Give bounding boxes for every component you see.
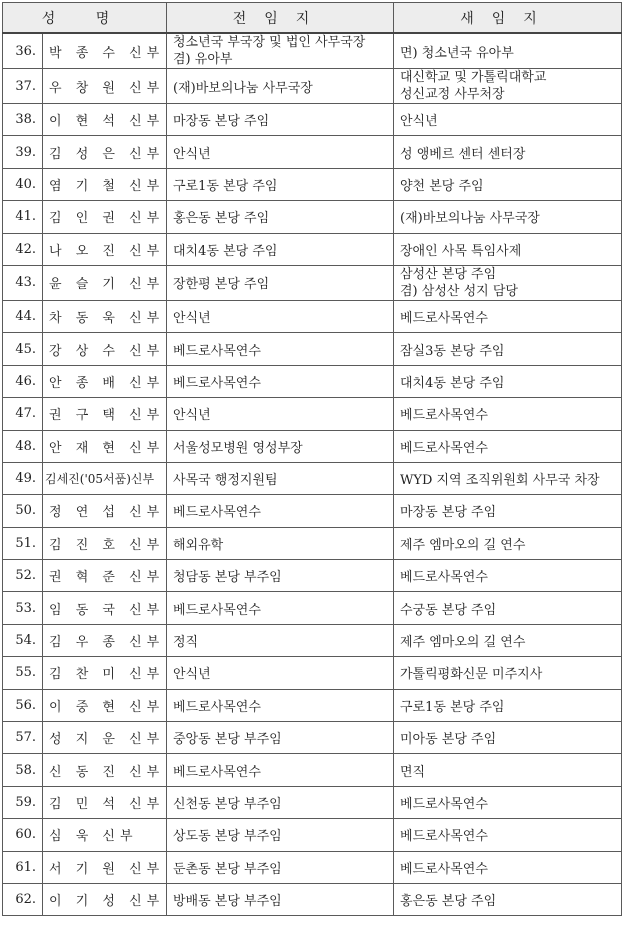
table-row: [3, 365, 622, 397]
previous-post: [167, 883, 394, 915]
row-number: 44.: [3, 300, 43, 332]
new-post-line: 베드로사목연수: [400, 797, 488, 812]
table-row: [3, 560, 622, 592]
new-post-line: 미아동 본당 주임: [400, 732, 497, 748]
previous-post-line: 신천동 본당 부주임: [173, 797, 282, 812]
row-number: 39.: [3, 136, 43, 168]
previous-post: [167, 462, 394, 494]
priest-name: 권 혁 준 신부: [43, 560, 167, 592]
new-post: [394, 300, 622, 332]
priest-name: 정 연 섭 신부: [43, 495, 167, 527]
priest-name: 우 창 원 신부: [43, 69, 167, 104]
priest-name: 윤 슬 기 신부: [43, 265, 167, 300]
priest-name: 이 중 현 신부: [43, 689, 167, 721]
row-number: 49.: [3, 462, 43, 494]
priest-name: 심 욱 신부: [43, 819, 167, 851]
priest-name: 안 종 배 신부: [43, 365, 167, 397]
previous-post: [167, 495, 394, 527]
previous-post: [167, 754, 394, 786]
row-number: 36.: [3, 33, 43, 69]
new-post-line: 베드로사목연수: [400, 829, 488, 845]
previous-post-line: 베드로사목연수: [173, 343, 261, 359]
previous-post-line: 베드로사목연수: [173, 375, 261, 391]
new-post: [394, 495, 622, 527]
table-row: [3, 333, 622, 365]
row-number: 59.: [3, 786, 43, 818]
priest-name: 안 재 현 신부: [43, 430, 167, 462]
previous-post-line: 청담동 본당 부주임: [173, 570, 282, 586]
table-row: [3, 592, 622, 624]
previous-post: [167, 722, 394, 754]
table-row: [3, 462, 622, 494]
row-number: 52.: [3, 560, 43, 592]
previous-post: [167, 136, 394, 168]
priest-name: 권 구 택 신부: [43, 398, 167, 430]
table-row: [3, 104, 622, 136]
table-row: [3, 300, 622, 332]
table-row: [3, 168, 622, 200]
new-post-line: 홍은동 본당 주임: [400, 894, 497, 910]
new-post-line: 베드로사목연수: [400, 861, 488, 877]
new-post: [394, 462, 622, 494]
new-post-line: 성신교정 사무처장: [400, 87, 505, 102]
new-post-line: 삼성산 본당 주임: [400, 266, 497, 282]
new-post-line: 성 앵베르 센터 센터장: [400, 146, 526, 162]
priest-name: 이 기 성 신부: [43, 883, 167, 915]
new-post: [394, 624, 622, 656]
row-number: 47.: [3, 398, 43, 430]
row-number: 61.: [3, 851, 43, 883]
table-row: [3, 689, 622, 721]
new-post-line: 잠실3동 본당 주임: [400, 343, 505, 359]
new-post: [394, 33, 622, 69]
row-number: 62.: [3, 883, 43, 915]
previous-post: [167, 657, 394, 689]
new-post: [394, 851, 622, 883]
table-row: [3, 883, 622, 915]
row-number: 43.: [3, 265, 43, 300]
new-post-line: WYD 지역 조직위원회 사무국 차장: [400, 473, 600, 489]
header-name: 성 명: [3, 3, 167, 34]
previous-post-line: 대치4동 본당 주임: [173, 243, 278, 259]
priest-name: 서 기 원 신부: [43, 851, 167, 883]
priest-name: 김 인 권 신부: [43, 201, 167, 233]
previous-post: [167, 333, 394, 365]
previous-post-line: 베드로사목연수: [173, 764, 261, 780]
priest-name: 임 동 국 신부: [43, 592, 167, 624]
table-row: [3, 233, 622, 265]
previous-post-line: 중앙동 본당 부주임: [173, 732, 282, 748]
table-row: [3, 786, 622, 818]
priest-name: 김 진 호 신부: [43, 527, 167, 559]
previous-post-line: 베드로사목연수: [173, 699, 261, 715]
new-post-line: 면) 청소년국 유아부: [400, 45, 514, 61]
previous-post-line: 해외유학: [173, 537, 224, 553]
previous-post-line: 안식년: [173, 311, 211, 327]
new-post: [394, 722, 622, 754]
header-row: [3, 3, 622, 34]
row-number: 38.: [3, 104, 43, 136]
priest-name: 김 찬 미 신부: [43, 657, 167, 689]
priest-name: 염 기 철 신부: [43, 168, 167, 200]
row-number: 41.: [3, 201, 43, 233]
priest-name: 이 현 석 신부: [43, 104, 167, 136]
row-number: 54.: [3, 624, 43, 656]
priest-name: 강 상 수 신부: [43, 333, 167, 365]
table-row: [3, 201, 622, 233]
previous-post: [167, 104, 394, 136]
new-post-line: 베드로사목연수: [400, 570, 488, 586]
header-previous: 전임지: [167, 3, 394, 34]
row-number: 57.: [3, 722, 43, 754]
row-number: 53.: [3, 592, 43, 624]
appointments-table: [2, 2, 622, 916]
previous-post: [167, 300, 394, 332]
table-row: [3, 69, 622, 104]
previous-post: [167, 851, 394, 883]
table-row: [3, 33, 622, 69]
previous-post: [167, 430, 394, 462]
row-number: 50.: [3, 495, 43, 527]
new-post-line: 베드로사목연수: [400, 408, 488, 424]
row-number: 51.: [3, 527, 43, 559]
row-number: 37.: [3, 69, 43, 104]
previous-post: [167, 592, 394, 624]
new-post: [394, 333, 622, 365]
new-post-line: 대치4동 본당 주임: [400, 375, 505, 391]
priest-name: 김 민 석 신부: [43, 786, 167, 818]
previous-post-line: 안식년: [173, 146, 211, 162]
new-post: [394, 786, 622, 818]
table-row: [3, 754, 622, 786]
previous-post: [167, 786, 394, 818]
priest-name: 김 우 종 신부: [43, 624, 167, 656]
previous-post-line: 마장동 본당 주임: [173, 114, 270, 130]
previous-post-line: 베드로사목연수: [173, 505, 261, 521]
new-post: [394, 365, 622, 397]
new-post: [394, 398, 622, 430]
table-row: [3, 398, 622, 430]
priest-name: 성 지 운 신부: [43, 722, 167, 754]
new-post: [394, 430, 622, 462]
new-post: [394, 689, 622, 721]
row-number: 42.: [3, 233, 43, 265]
header-new: 새임지: [394, 3, 622, 34]
previous-post: [167, 398, 394, 430]
previous-post: [167, 265, 394, 300]
row-number: 48.: [3, 430, 43, 462]
previous-post: [167, 689, 394, 721]
new-post-line: 겸) 삼성산 성지 담당: [400, 283, 518, 299]
table-row: [3, 851, 622, 883]
new-post-line: 양천 본당 주임: [400, 178, 484, 194]
previous-post: [167, 33, 394, 69]
previous-post-line: 사목국 행정지원팀: [173, 473, 278, 489]
previous-post-line: 겸) 유아부: [173, 52, 233, 67]
new-post-line: 면직: [400, 764, 426, 780]
priest-name: 차 동 욱 신부: [43, 300, 167, 332]
previous-post-line: 상도동 본당 부주임: [173, 829, 282, 845]
new-post: [394, 233, 622, 265]
row-number: 40.: [3, 168, 43, 200]
previous-post-line: 베드로사목연수: [173, 602, 261, 618]
new-post: [394, 69, 622, 104]
priest-name: 김세진('05서품)신부: [43, 462, 167, 494]
previous-post: [167, 624, 394, 656]
new-post: [394, 754, 622, 786]
previous-post: [167, 201, 394, 233]
previous-post-line: 안식년: [173, 667, 211, 683]
priest-name: 김 성 은 신부: [43, 136, 167, 168]
row-number: 55.: [3, 657, 43, 689]
previous-post-line: 안식년: [173, 408, 211, 424]
table-row: [3, 527, 622, 559]
previous-post-line: 청소년국 부국장 및 법인 사무국장: [173, 35, 366, 50]
previous-post: [167, 819, 394, 851]
previous-post: [167, 69, 394, 104]
previous-post-line: (재)바보의나눔 사무국장: [173, 80, 313, 96]
new-post: [394, 136, 622, 168]
new-post-line: 안식년: [400, 114, 438, 130]
new-post-line: 수궁동 본당 주임: [400, 602, 497, 618]
new-post: [394, 104, 622, 136]
previous-post: [167, 233, 394, 265]
new-post: [394, 657, 622, 689]
previous-post-line: 정직: [173, 635, 199, 651]
new-post-line: 마장동 본당 주임: [400, 505, 497, 521]
new-post: [394, 168, 622, 200]
table-row: [3, 265, 622, 300]
priest-name: 신 동 진 신부: [43, 754, 167, 786]
previous-post: [167, 527, 394, 559]
new-post-line: (재)바보의나눔 사무국장: [400, 211, 540, 227]
previous-post-line: 구로1동 본당 주임: [173, 178, 278, 194]
new-post-line: 제주 엠마오의 길 연수: [400, 537, 526, 553]
previous-post-line: 서울성모병원 영성부장: [173, 440, 303, 456]
table-body: [3, 33, 622, 916]
new-post-line: 대신학교 및 가톨릭대학교: [400, 70, 547, 85]
row-number: 56.: [3, 689, 43, 721]
table-row: [3, 722, 622, 754]
table-row: [3, 624, 622, 656]
new-post: [394, 560, 622, 592]
new-post: [394, 201, 622, 233]
previous-post-line: 홍은동 본당 주임: [173, 211, 270, 227]
previous-post-line: 장한평 본당 주임: [173, 277, 270, 293]
previous-post: [167, 168, 394, 200]
priest-name: 나 오 진 신부: [43, 233, 167, 265]
table-row: [3, 430, 622, 462]
table-row: [3, 819, 622, 851]
new-post-line: 가톨릭평화신문 미주지사: [400, 667, 543, 683]
new-post-line: 제주 엠마오의 길 연수: [400, 635, 526, 651]
table-row: [3, 657, 622, 689]
row-number: 46.: [3, 365, 43, 397]
priest-name: 박 종 수 신부: [43, 33, 167, 69]
new-post-line: 베드로사목연수: [400, 440, 488, 456]
new-post: [394, 265, 622, 300]
row-number: 58.: [3, 754, 43, 786]
new-post: [394, 592, 622, 624]
previous-post-line: 방배동 본당 부주임: [173, 894, 282, 910]
previous-post-line: 둔촌동 본당 부주임: [173, 861, 282, 877]
new-post-line: 구로1동 본당 주임: [400, 699, 505, 715]
table-row: [3, 136, 622, 168]
new-post: [394, 527, 622, 559]
new-post-line: 베드로사목연수: [400, 311, 488, 327]
previous-post: [167, 365, 394, 397]
row-number: 45.: [3, 333, 43, 365]
new-post: [394, 819, 622, 851]
new-post: [394, 883, 622, 915]
previous-post: [167, 560, 394, 592]
table-row: [3, 495, 622, 527]
new-post-line: 장애인 사목 특임사제: [400, 243, 522, 259]
row-number: 60.: [3, 819, 43, 851]
